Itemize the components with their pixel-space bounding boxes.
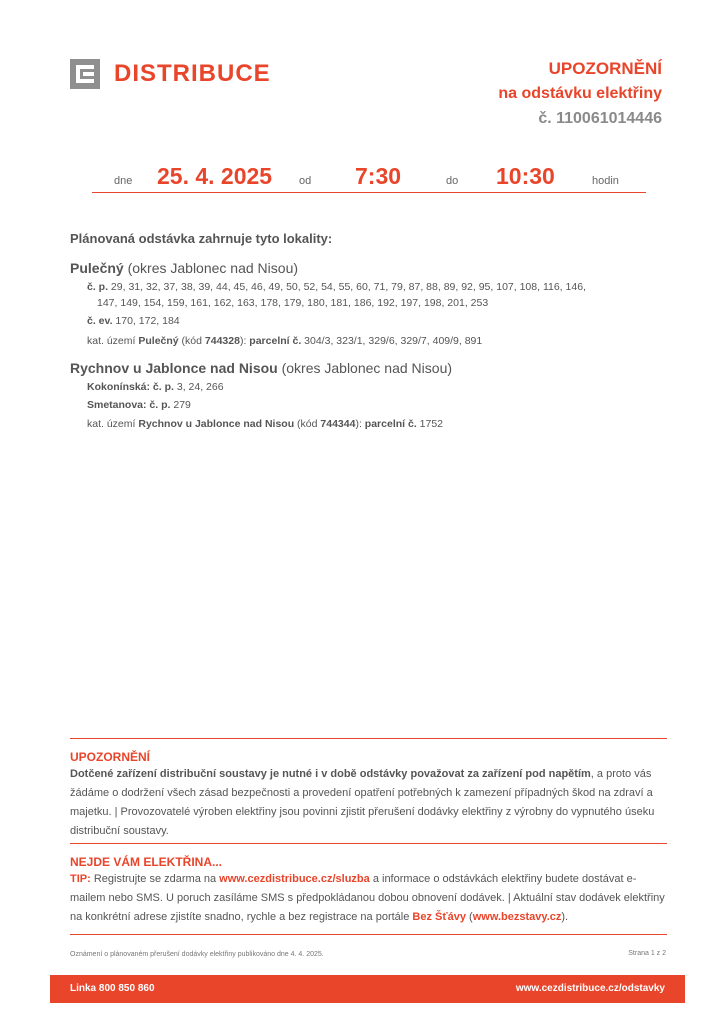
location-name [70,360,452,376]
location-district: (okres Jablonec nad Nisou) [277,360,453,376]
kat-prefix: kat. území [87,335,139,347]
kat-code-close: ): [355,418,365,430]
warning-body: , a proto vás žádáme o dodržení všech zásad bezpečnosti a provedení opatření potřebných k zamezení případných škod na zdraví a majetku. | Provozovatelé výroben elektřiny jsou povinni zjistit přerušení dodávky elektřiny z výrobny do vypnutého úseku distribuční soustavy. [70,768,655,837]
hours-label: hodin [592,175,619,187]
street-label: Smetanova: č. p. [87,399,171,411]
divider [70,934,667,935]
house-numbers-cont: 147, 149, 154, 159, 161, 162, 163, 178, 179, 180, 181, 186, 192, 197, 198, 201, 253 [97,297,489,309]
kat-name: Pulečný [138,335,179,347]
cez-logo-icon [70,59,100,89]
tip-body: ). [561,911,569,923]
tip-title: NEJDE VÁM ELEKTŘINA... [70,855,223,869]
location-town: Rychnov u Jablonce nad Nisou [70,360,278,376]
kat-code-open: (kód [294,418,321,430]
location-district: (okres Jablonec nad Nisou) [123,260,299,276]
notice-number: č. 110061014446 [538,110,662,127]
outage-date: 25. 4. 2025 [157,163,273,189]
kat-code-close: ): [239,335,250,347]
notice-heading [498,56,662,131]
tip-text [70,870,667,927]
portal-link[interactable]: www.bezstavy.cz [472,911,562,923]
street-line [87,397,191,413]
tip-body: Registrujte se zdarma na [90,873,220,885]
to-label: do [446,175,459,187]
from-time: 7:30 [355,163,402,189]
registry-numbers [87,313,180,329]
ce-label: č. ev. [87,315,113,327]
notice-subtitle: na odstávku elektřiny [498,85,662,102]
hotline[interactable]: Linka 800 850 860 [70,983,155,994]
warning-text [70,765,667,841]
ce-values: 170, 172, 184 [112,315,180,327]
tip-body: a informace o odstávkách elektřiny budete dostávat e-mailem nebo SMS. U poruch zasíláme SMS s předpokládanou dobou obnovení dodávek. | Aktuální stav dodávek elektřiny na konkrétní adrese zjistíte snadno, rychle a bez registrace na portále [70,873,665,923]
street-label: Kokonínská: č. p. [87,381,174,393]
house-numbers [87,279,586,295]
company-logo [70,59,271,89]
divider [70,843,667,844]
kat-name: Rychnov u Jablonce nad Nisou [138,418,295,430]
location-town: Pulečný [70,260,124,276]
warning-title: UPOZORNĚNÍ [70,750,151,764]
kat-code: 744328 [204,335,240,347]
divider [70,738,667,739]
street-values: 3, 24, 266 [173,381,224,393]
cp-values: 29, 31, 32, 37, 38, 39, 44, 45, 46, 49, 50, 52, 54, 55, 60, 71, 79, 87, 88, 89, 92, 95, 107, 108, 116, 146, [108,281,586,293]
cadastral-line [87,333,482,349]
portal-name: Bez Šťávy [412,911,466,923]
street-values: 279 [170,399,191,411]
page-number: Strana 1 z 2 [628,950,666,957]
kat-parcel-values: 304/3, 323/1, 329/6, 329/7, 409/9, 891 [301,335,483,347]
cadastral-line [87,416,443,432]
publication-note: Oznámení o plánovaném přerušení dodávky elektřiny publikováno dne 4. 4. 2025. [70,951,324,958]
section-title: Plánovaná odstávka zahrnuje tyto lokality: [70,231,333,246]
date-label: dne [114,175,133,187]
to-time: 10:30 [496,163,555,189]
kat-prefix: kat. území [87,418,139,430]
kat-parcel-label: parcelní č. [249,335,302,347]
kat-parcel-label: parcelní č. [364,418,417,430]
outages-link[interactable]: www.cezdistribuce.cz/odstavky [515,983,665,994]
location-name [70,260,298,276]
kat-code-open: (kód [178,335,205,347]
notice-title: UPOZORNĚNÍ [548,59,662,78]
schedule-line [92,160,646,193]
from-label: od [299,175,312,187]
logo-text: DISTRIBUCE [114,60,271,87]
street-line [87,379,224,395]
warning-bold: Dotčené zařízení distribuční soustavy je nutné i v době odstávky považovat za zařízení pod napětím [70,768,591,780]
footer-bar [50,975,685,1003]
kat-code: 744344 [320,418,356,430]
registration-link[interactable]: www.cezdistribuce.cz/sluzba [219,873,370,885]
cp-label: č. p. [87,281,109,293]
kat-parcel-values: 1752 [416,418,444,430]
tip-body: ( [466,911,473,923]
tip-label: TIP: [70,873,91,885]
